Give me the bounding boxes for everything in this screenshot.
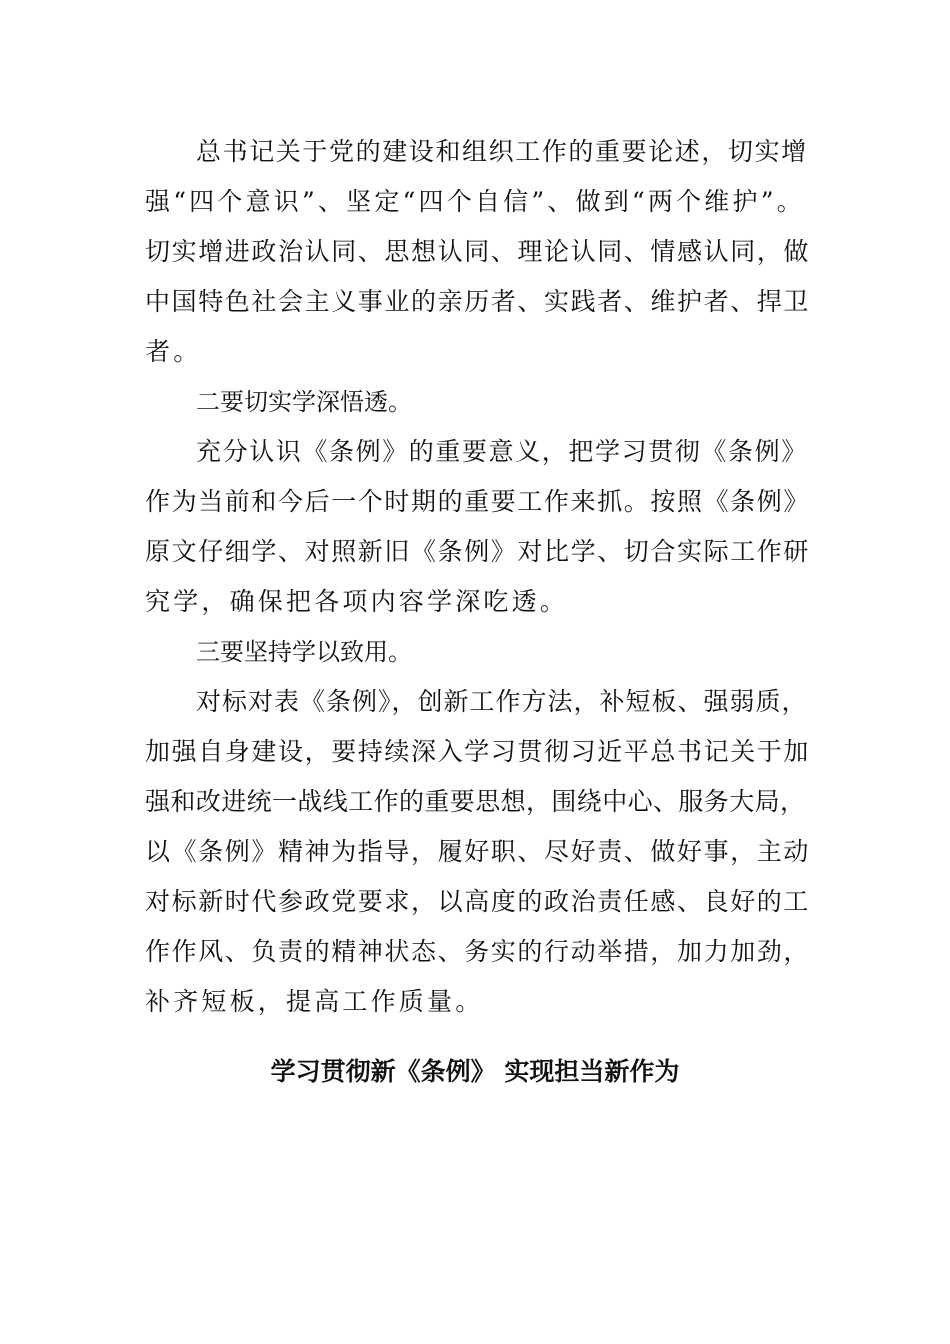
paragraph-1-line: 强“四个意识”、坚定“四个自信”、做到“两个维护”。 bbox=[145, 187, 805, 216]
paragraph-1-line: 者。 bbox=[145, 337, 202, 366]
paragraph-2-line: 究学，确保把各项内容学深吃透。 bbox=[145, 587, 569, 616]
paragraph-3-line: 补齐短板，提高工作质量。 bbox=[145, 987, 484, 1016]
paragraph-3-line: 对标新时代参政党要求，以高度的政治责任感、良好的工 bbox=[145, 887, 811, 916]
paragraph-1-line: 中国特色社会主义事业的亲历者、实践者、维护者、捍卫 bbox=[145, 287, 811, 316]
paragraph-2-line: 作为当前和今后一个时期的重要工作来抓。按照《条例》 bbox=[145, 487, 811, 516]
paragraph-3-line: 以《条例》精神为指导，履好职、尽好责、做好事，主动 bbox=[145, 837, 811, 866]
section-title: 学习贯彻新《条例》 实现担当新作为 bbox=[270, 1057, 680, 1086]
paragraph-2-line: 原文仔细学、对照新旧《条例》对比学、切合实际工作研 bbox=[145, 537, 811, 566]
paragraph-3-line: 对标对表《条例》，创新工作方法，补短板、强弱质， bbox=[196, 687, 808, 716]
paragraph-3-line: 加强自身建设，要持续深入学习贯彻习近平总书记关于加 bbox=[145, 737, 811, 766]
paragraph-2-line: 充分认识《条例》的重要意义，把学习贯彻《条例》 bbox=[196, 437, 808, 466]
paragraph-3-line: 作作风、负责的精神状态、务实的行动举措，加力加劲， bbox=[145, 937, 811, 966]
heading-three: 三要坚持学以致用。 bbox=[196, 638, 412, 666]
paragraph-1-line: 总书记关于党的建设和组织工作的重要论述，切实增 bbox=[196, 137, 808, 166]
paragraph-3-line: 强和改进统一战线工作的重要思想，围绕中心、服务大局， bbox=[145, 787, 806, 816]
heading-two: 二要切实学深悟透。 bbox=[196, 388, 412, 416]
paragraph-1-line: 切实增进政治认同、思想认同、理论认同、情感认同，做 bbox=[145, 237, 811, 266]
